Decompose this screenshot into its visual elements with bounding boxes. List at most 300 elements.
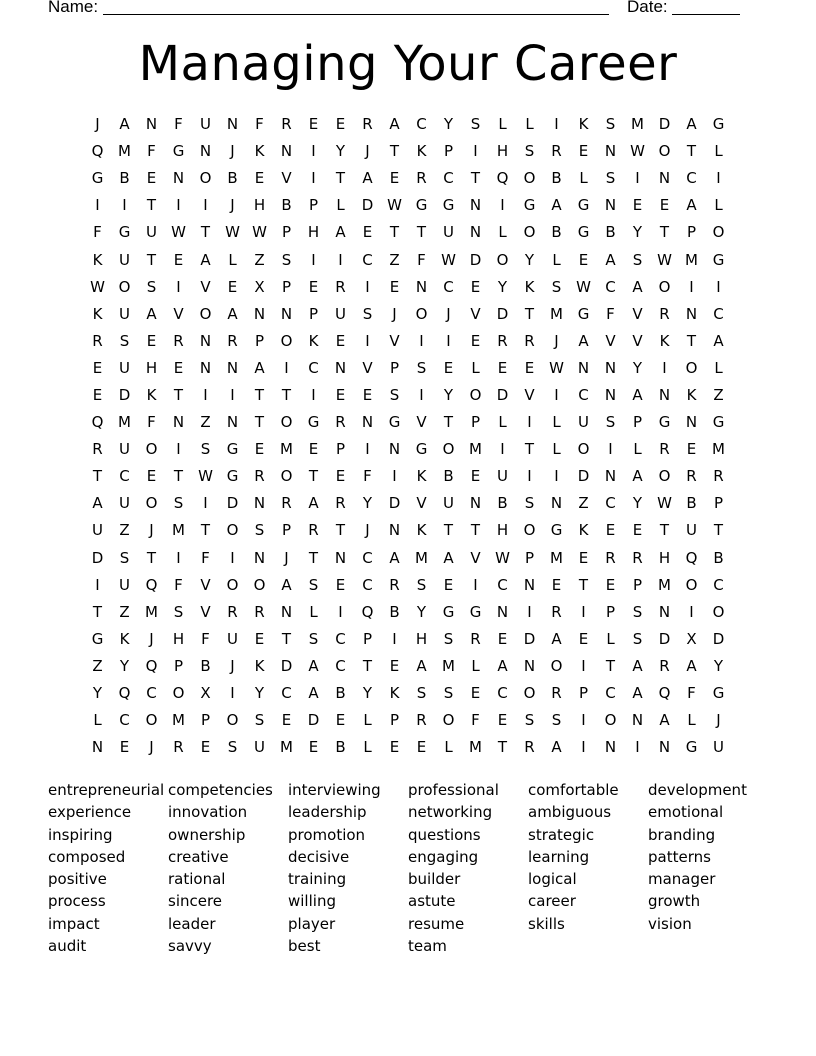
- grid-letter: E: [335, 575, 346, 594]
- grid-letter: E: [551, 575, 562, 594]
- grid-letter: G: [469, 602, 482, 621]
- grid-letter: S: [632, 629, 643, 648]
- grid-letter: L: [714, 142, 723, 161]
- grid-letter: S: [524, 494, 535, 513]
- grid-letter: R: [497, 331, 508, 350]
- grid-letter: P: [389, 358, 400, 377]
- grid-letter: R: [335, 277, 346, 296]
- word-bank-item: experience: [48, 803, 132, 822]
- grid-letter: R: [659, 440, 670, 459]
- grid-row: [84, 111, 732, 138]
- grid-letter: Y: [92, 684, 103, 703]
- word-bank-item: learning: [528, 847, 590, 866]
- grid-letter: R: [551, 602, 562, 621]
- word-bank-item: inspiring: [48, 825, 113, 844]
- grid-letter: O: [685, 358, 698, 377]
- grid-letter: P: [443, 142, 454, 161]
- grid-letter: U: [443, 223, 454, 242]
- grid-letter: Q: [658, 684, 671, 703]
- grid-letter: G: [118, 223, 131, 242]
- grid-letter: S: [173, 494, 184, 513]
- grid-letter: O: [145, 440, 158, 459]
- grid-letter: P: [713, 494, 724, 513]
- grid-letter: I: [338, 602, 343, 621]
- word-bank-item: emotional: [648, 803, 724, 822]
- grid-letter: R: [389, 575, 400, 594]
- grid-letter: L: [363, 711, 372, 730]
- grid-letter: N: [226, 115, 239, 134]
- grid-letter: N: [658, 738, 671, 757]
- grid-letter: A: [281, 575, 292, 594]
- grid-letter: W: [198, 467, 213, 486]
- grid-letter: A: [335, 223, 346, 242]
- grid-letter: N: [658, 169, 671, 188]
- grid-letter: E: [92, 358, 103, 377]
- grid-letter: O: [253, 575, 266, 594]
- grid-letter: S: [551, 277, 562, 296]
- grid-letter: C: [362, 575, 373, 594]
- grid-letter: N: [172, 169, 185, 188]
- grid-letter: A: [497, 656, 508, 675]
- grid-letter: N: [388, 440, 401, 459]
- word-bank-item: player: [288, 914, 336, 933]
- grid-letter: N: [685, 304, 698, 323]
- grid-letter: T: [605, 656, 616, 675]
- grid-letter: R: [713, 467, 724, 486]
- grid-letter: S: [605, 169, 616, 188]
- grid-row: [84, 599, 732, 626]
- grid-letter: L: [552, 413, 561, 432]
- grid-letter: O: [523, 521, 536, 540]
- grid-letter: B: [281, 196, 292, 215]
- grid-letter: N: [253, 494, 266, 513]
- grid-letter: S: [200, 440, 211, 459]
- grid-letter: G: [712, 413, 725, 432]
- grid-letter: F: [417, 250, 426, 269]
- grid-letter: E: [308, 115, 319, 134]
- grid-letter: O: [172, 684, 185, 703]
- grid-letter: X: [200, 684, 211, 703]
- grid-row: [84, 707, 732, 734]
- grid-letter: S: [470, 115, 481, 134]
- grid-letter: R: [470, 629, 481, 648]
- grid-letter: A: [632, 385, 643, 404]
- grid-letter: A: [686, 115, 697, 134]
- word-bank-item: interviewing: [288, 781, 381, 799]
- word-bank-item: vision: [648, 914, 692, 933]
- word-bank-item: networking: [408, 803, 493, 822]
- grid-letter: C: [605, 684, 616, 703]
- grid-letter: A: [308, 656, 319, 675]
- word-bank-item: astute: [408, 892, 456, 911]
- grid-letter: N: [496, 602, 509, 621]
- grid-letter: Z: [254, 250, 265, 269]
- grid-letter: S: [281, 250, 292, 269]
- grid-letter: I: [689, 277, 694, 296]
- grid-letter: A: [416, 656, 427, 675]
- grid-letter: N: [253, 304, 266, 323]
- grid-letter: T: [497, 738, 508, 757]
- grid-letter: O: [712, 223, 725, 242]
- grid-letter: R: [551, 142, 562, 161]
- grid-row: [84, 355, 732, 382]
- grid-letter: J: [149, 738, 154, 757]
- grid-letter: I: [554, 115, 559, 134]
- grid-letter: T: [200, 223, 211, 242]
- grid-letter: R: [416, 711, 427, 730]
- grid-letter: D: [577, 467, 590, 486]
- word-bank-item: decisive: [288, 847, 350, 866]
- grid-letter: U: [227, 629, 238, 648]
- grid-row: [84, 219, 732, 246]
- grid-letter: B: [200, 656, 211, 675]
- grid-letter: O: [685, 575, 698, 594]
- grid-letter: T: [200, 521, 211, 540]
- grid-letter: N: [334, 358, 347, 377]
- grid-letter: N: [523, 575, 536, 594]
- grid-letter: F: [174, 115, 183, 134]
- grid-letter: F: [471, 711, 480, 730]
- grid-letter: E: [335, 385, 346, 404]
- grid-letter: P: [686, 223, 697, 242]
- grid-letter: N: [253, 548, 266, 567]
- grid-letter: J: [230, 196, 235, 215]
- grid-letter: U: [443, 494, 454, 513]
- grid-letter: I: [527, 602, 532, 621]
- grid-letter: R: [686, 467, 697, 486]
- word-bank-item: promotion: [288, 825, 366, 844]
- word-bank-item: strategic: [528, 825, 595, 844]
- grid-letter: K: [119, 629, 130, 648]
- grid-letter: Z: [119, 521, 130, 540]
- grid-letter: N: [388, 521, 401, 540]
- word-bank-item: leader: [168, 914, 216, 933]
- grid-letter: O: [550, 656, 563, 675]
- grid-letter: I: [635, 169, 640, 188]
- grid-letter: G: [577, 223, 590, 242]
- grid-letter: Z: [92, 656, 103, 675]
- grid-letter: H: [172, 629, 185, 648]
- grid-letter: R: [173, 738, 184, 757]
- grid-letter: S: [362, 304, 373, 323]
- grid-letter: A: [308, 684, 319, 703]
- grid-letter: G: [307, 413, 320, 432]
- grid-letter: A: [119, 115, 130, 134]
- grid-letter: O: [226, 521, 239, 540]
- grid-letter: V: [524, 385, 535, 404]
- word-bank-item: audit: [48, 937, 87, 956]
- word-bank-item: questions: [408, 825, 481, 844]
- grid-letter: C: [578, 385, 589, 404]
- grid-letter: N: [226, 413, 239, 432]
- grid-letter: D: [361, 196, 374, 215]
- grid-letter: K: [578, 115, 589, 134]
- grid-letter: S: [254, 521, 265, 540]
- grid-letter: A: [632, 277, 643, 296]
- grid-letter: E: [308, 277, 319, 296]
- grid-letter: W: [495, 548, 510, 567]
- grid-letter: I: [203, 196, 208, 215]
- grid-letter: R: [308, 521, 319, 540]
- grid-letter: O: [658, 142, 671, 161]
- grid-letter: N: [199, 142, 212, 161]
- word-bank-item: entrepreneurial: [48, 781, 165, 799]
- grid-letter: K: [659, 331, 670, 350]
- grid-letter: Y: [254, 684, 265, 703]
- grid-letter: L: [498, 413, 507, 432]
- grid-letter: F: [174, 575, 183, 594]
- grid-letter: D: [658, 115, 671, 134]
- grid-letter: Q: [145, 575, 158, 594]
- word-bank-item: logical: [528, 870, 577, 889]
- grid-letter: U: [335, 304, 346, 323]
- grid-letter: C: [443, 277, 454, 296]
- grid-letter: L: [579, 169, 588, 188]
- grid-letter: L: [687, 711, 696, 730]
- grid-letter: E: [146, 331, 157, 350]
- grid-letter: N: [658, 602, 671, 621]
- grid-letter: N: [91, 738, 104, 757]
- grid-letter: N: [604, 467, 617, 486]
- grid-letter: A: [686, 196, 697, 215]
- grid-letter: I: [581, 738, 586, 757]
- grid-letter: J: [230, 142, 235, 161]
- grid-row: [84, 382, 732, 409]
- grid-letter: W: [441, 250, 456, 269]
- grid-letter: C: [713, 575, 724, 594]
- word-bank-item: sincere: [168, 892, 223, 911]
- grid-letter: V: [605, 331, 616, 350]
- grid-letter: I: [473, 575, 478, 594]
- grid-letter: C: [443, 169, 454, 188]
- grid-letter: G: [91, 629, 104, 648]
- grid-letter: O: [523, 223, 536, 242]
- grid-letter: R: [362, 115, 373, 134]
- grid-letter: C: [308, 358, 319, 377]
- word-bank-item: development: [648, 781, 747, 799]
- grid-letter: E: [470, 467, 481, 486]
- grid-letter: S: [173, 602, 184, 621]
- grid-letter: B: [389, 602, 400, 621]
- grid-letter: Y: [335, 142, 346, 161]
- grid-row: [84, 192, 732, 219]
- grid-letter: M: [469, 738, 482, 757]
- word-bank-item: ownership: [168, 825, 246, 844]
- word-column: [168, 779, 288, 957]
- grid-letter: I: [365, 277, 370, 296]
- word-column: [528, 779, 648, 957]
- grid-letter: R: [281, 115, 292, 134]
- grid-letter: G: [550, 521, 563, 540]
- word-bank-item: willing: [288, 892, 336, 911]
- grid-letter: P: [200, 711, 211, 730]
- grid-letter: D: [712, 629, 725, 648]
- grid-letter: Q: [91, 142, 104, 161]
- grid-letter: R: [416, 169, 427, 188]
- grid-letter: A: [389, 548, 400, 567]
- grid-letter: M: [442, 656, 455, 675]
- grid-letter: R: [335, 413, 346, 432]
- grid-letter: A: [632, 467, 643, 486]
- grid-letter: E: [200, 738, 211, 757]
- grid-letter: P: [281, 521, 292, 540]
- grid-letter: K: [416, 467, 427, 486]
- grid-letter: A: [389, 115, 400, 134]
- grid-letter: T: [281, 629, 292, 648]
- grid-letter: G: [415, 196, 428, 215]
- grid-letter: P: [524, 548, 535, 567]
- grid-letter: E: [632, 196, 643, 215]
- grid-letter: I: [230, 684, 235, 703]
- grid-letter: I: [176, 277, 181, 296]
- grid-letter: O: [469, 385, 482, 404]
- grid-letter: O: [199, 169, 212, 188]
- grid-letter: V: [416, 494, 427, 513]
- grid-letter: L: [363, 738, 372, 757]
- grid-letter: B: [443, 467, 454, 486]
- grid-letter: K: [146, 385, 157, 404]
- grid-row: [84, 680, 732, 707]
- grid-letter: D: [91, 548, 104, 567]
- grid-letter: I: [581, 711, 586, 730]
- grid-letter: A: [443, 548, 454, 567]
- grid-letter: Y: [713, 656, 724, 675]
- grid-letter: Y: [632, 494, 643, 513]
- grid-letter: I: [176, 548, 181, 567]
- grid-letter: N: [334, 548, 347, 567]
- grid-letter: C: [686, 169, 697, 188]
- grid-letter: E: [227, 277, 238, 296]
- grid-letter: N: [523, 656, 536, 675]
- grid-letter: I: [716, 169, 721, 188]
- grid-letter: G: [226, 440, 239, 459]
- grid-letter: U: [119, 494, 130, 513]
- grid-letter: I: [500, 196, 505, 215]
- grid-letter: O: [496, 250, 509, 269]
- grid-letter: G: [658, 413, 671, 432]
- grid-letter: E: [497, 629, 508, 648]
- word-bank-item: patterns: [648, 847, 711, 866]
- grid-letter: R: [632, 548, 643, 567]
- grid-letter: S: [254, 711, 265, 730]
- grid-letter: P: [254, 331, 265, 350]
- word-bank-item: best: [288, 937, 321, 956]
- grid-letter: L: [228, 250, 237, 269]
- grid-letter: E: [443, 358, 454, 377]
- grid-letter: E: [443, 575, 454, 594]
- grid-letter: L: [471, 656, 480, 675]
- grid-letter: E: [254, 440, 265, 459]
- grid-letter: S: [605, 413, 616, 432]
- grid-letter: K: [254, 142, 265, 161]
- grid-letter: T: [254, 385, 265, 404]
- grid-letter: H: [496, 142, 509, 161]
- grid-letter: I: [176, 196, 181, 215]
- grid-row: [84, 545, 732, 572]
- grid-letter: J: [554, 331, 559, 350]
- grid-letter: V: [470, 304, 481, 323]
- grid-letter: I: [311, 385, 316, 404]
- grid-letter: Y: [362, 684, 373, 703]
- grid-letter: T: [92, 467, 103, 486]
- grid-letter: M: [712, 440, 725, 459]
- word-bank-item: engaging: [408, 847, 479, 866]
- grid-letter: K: [578, 521, 589, 540]
- grid-letter: E: [632, 521, 643, 540]
- grid-letter: D: [226, 494, 239, 513]
- grid-letter: G: [226, 467, 239, 486]
- grid-letter: T: [146, 250, 157, 269]
- grid-letter: A: [308, 494, 319, 513]
- grid-letter: T: [389, 223, 400, 242]
- grid-letter: I: [95, 575, 100, 594]
- grid-letter: S: [146, 277, 157, 296]
- grid-letter: Z: [119, 602, 130, 621]
- grid-row: [84, 436, 732, 463]
- grid-letter: I: [716, 277, 721, 296]
- grid-letter: N: [685, 413, 698, 432]
- grid-letter: I: [608, 440, 613, 459]
- grid-letter: E: [389, 277, 400, 296]
- grid-letter: A: [713, 331, 724, 350]
- grid-row: [84, 517, 732, 544]
- grid-letter: X: [254, 277, 265, 296]
- grid-letter: A: [200, 250, 211, 269]
- grid-letter: O: [415, 304, 428, 323]
- grid-letter: R: [254, 602, 265, 621]
- word-column: [288, 779, 408, 957]
- grid-letter: V: [281, 169, 292, 188]
- grid-letter: I: [500, 440, 505, 459]
- grid-letter: S: [551, 711, 562, 730]
- grid-row: [84, 246, 732, 273]
- grid-letter: C: [497, 575, 508, 594]
- grid-letter: Z: [713, 385, 724, 404]
- grid-letter: I: [95, 196, 100, 215]
- grid-letter: E: [173, 250, 184, 269]
- grid-letter: I: [635, 738, 640, 757]
- grid-letter: R: [227, 331, 238, 350]
- grid-letter: T: [335, 521, 346, 540]
- grid-letter: O: [199, 304, 212, 323]
- grid-letter: N: [550, 494, 563, 513]
- grid-letter: L: [552, 250, 561, 269]
- grid-letter: Z: [389, 250, 400, 269]
- grid-letter: T: [146, 196, 157, 215]
- grid-letter: M: [685, 250, 698, 269]
- grid-letter: C: [416, 115, 427, 134]
- grid-letter: E: [578, 250, 589, 269]
- grid-letter: L: [525, 115, 534, 134]
- grid-letter: F: [255, 115, 264, 134]
- grid-letter: O: [226, 711, 239, 730]
- grid-letter: T: [362, 656, 373, 675]
- grid-letter: O: [118, 277, 131, 296]
- grid-letter: P: [389, 711, 400, 730]
- grid-letter: E: [578, 629, 589, 648]
- grid-letter: T: [659, 521, 670, 540]
- grid-letter: R: [524, 331, 535, 350]
- grid-letter: U: [254, 738, 265, 757]
- grid-letter: T: [578, 575, 589, 594]
- grid-letter: O: [280, 331, 293, 350]
- word-bank-item: team: [408, 937, 447, 956]
- grid-letter: M: [280, 738, 293, 757]
- letter-grid: [84, 111, 732, 761]
- grid-letter: I: [581, 656, 586, 675]
- grid-letter: K: [254, 656, 265, 675]
- grid-letter: P: [335, 440, 346, 459]
